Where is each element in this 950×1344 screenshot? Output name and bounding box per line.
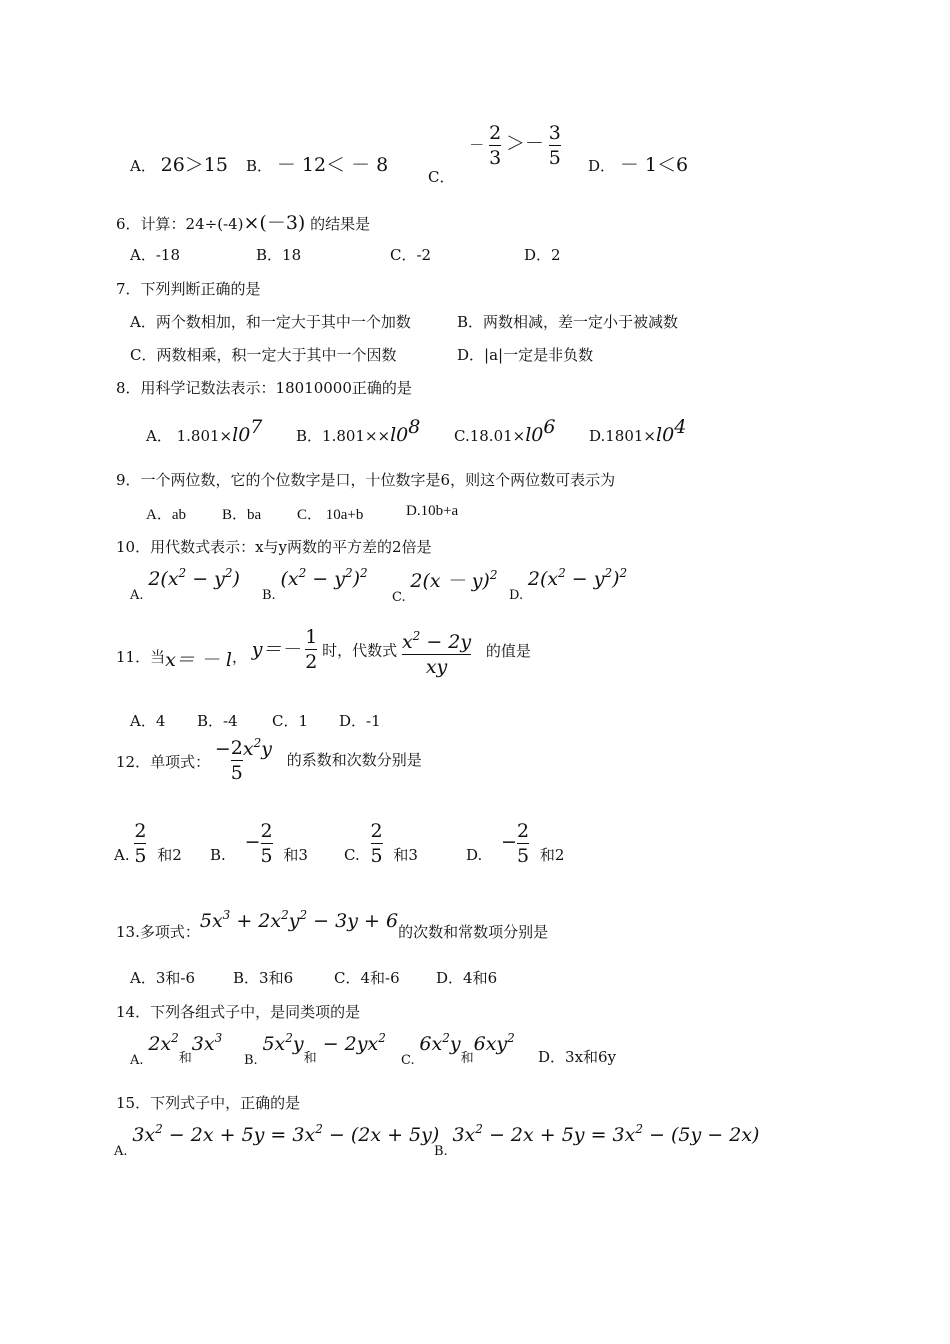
q8-option-a: A． $1.801\times l0^7$: [146, 416, 263, 446]
q13-option-c: C．4和-6: [334, 969, 400, 987]
q14-stem: 14．下列各组式子中，是同类项的是: [116, 1003, 361, 1021]
q6-stem: 6．计算：24÷(-4)×(－3) 的结果是: [116, 212, 371, 234]
q15-b-expr: $3x^2 - 2x + 5y = 3x^2 - (5y - 2x)$: [452, 1122, 760, 1146]
q14-option-a: A. $2x^2$和$3x^3$: [130, 1031, 223, 1068]
q12-option-a: A. $\frac{2}{5}$ 和2: [114, 820, 182, 867]
q5-a-expr: 26＞15: [160, 154, 228, 176]
q11-option-c: C．1: [272, 712, 309, 730]
q10-a-expr: $2(x^2 - y^2)$: [148, 566, 240, 590]
q6-option-b: B．18: [256, 246, 302, 264]
q6-option-a: A．-18: [130, 246, 180, 264]
q9-option-a: A．ab: [146, 507, 186, 523]
q12-stem: 12．单项式： − $\frac{2}{5}$ $x^2y$ 的系数和次数分别是: [116, 735, 422, 784]
q7-stem: 7．下列判断正确的是: [116, 280, 261, 298]
q15-option-b: B. $3x^2 - 2x + 5y = 3x^2 - (5y - 2x)$: [434, 1122, 760, 1159]
q14-option-d: D．3x和6y: [538, 1048, 617, 1066]
q5-c-frac2: $\frac{3}{5}$: [548, 122, 561, 169]
q6-option-d: D．2: [524, 246, 561, 264]
q13-option-d: D．4和6: [436, 969, 498, 987]
q11-option-a: A．4: [130, 712, 166, 730]
q10-d-expr: $2(x^2 - y^2)^2$: [527, 566, 628, 590]
q9-option-b: B．ba: [222, 507, 262, 523]
q8-option-d: $D.1801\times l0^4$: [589, 416, 687, 446]
q7-option-a: A．两个数相加，和一定大于其中一个加数: [130, 313, 411, 331]
q10-option-a: A. $2(x^2 - y^2)$: [130, 566, 240, 603]
q11-option-b: B．-4: [197, 712, 238, 730]
q13-option-b: B．3和6: [233, 969, 294, 987]
q5-option-a: A． 26＞15: [130, 154, 228, 176]
q14-option-c: C. $6x^2y$和$6xy^2$: [401, 1031, 515, 1068]
q8-option-b: B．$1.801\times\times l0^8$: [296, 416, 421, 446]
q5-c-frac1: $\frac{2}{3}$: [489, 122, 502, 169]
q11-y-frac: $\frac{1}{2}$: [305, 626, 318, 673]
q10-stem: 10．用代数式表示：x与y两数的平方差的2倍是: [116, 538, 432, 556]
q12-coef-frac: $\frac{2}{5}$: [230, 737, 243, 784]
q12-option-c: C. $\frac{2}{5}$ 和3: [344, 820, 418, 867]
q5-b-expr: － 12＜ － 8: [276, 154, 389, 176]
q7-option-b: B．两数相减，差一定小于被减数: [457, 313, 679, 331]
q5-option-d: D． － 1＜6: [588, 154, 689, 176]
q12-option-d: D. − $\frac{2}{5}$ 和2: [466, 820, 565, 867]
q10-b-expr: $(x^2 - y^2)^2$: [280, 566, 368, 590]
q13-polynomial: $5x^3 + 2x^2y^2 - 3y + 6$: [199, 908, 399, 932]
q15-stem: 15．下列式子中，正确的是: [116, 1094, 301, 1112]
q15-option-a: A. $3x^2 - 2x + 5y = 3x^2 - (2x + 5y)$: [114, 1122, 440, 1159]
q8-stem: 8．用科学记数法表示：18010000正确的是: [116, 379, 412, 397]
q5-option-c: C． － $\frac{2}{3}$ ＞－ $\frac{3}{5}$: [428, 122, 561, 186]
q13-stem: 13.多项式：$5x^3 + 2x^2y^2 - 3y + 6$的次数和常数项分别是: [116, 908, 549, 941]
q10-option-d: D. $2(x^2 - y^2)^2$: [509, 566, 628, 603]
q10-option-b: B. $(x^2 - y^2)^2$: [262, 566, 368, 603]
q8-option-c: $C.18.01\times l0^6$: [454, 416, 556, 446]
q12-option-b: B. − $\frac{2}{5}$ 和3: [210, 820, 308, 867]
q7-option-c: C．两数相乘，积一定大于其中一个因数: [130, 346, 397, 364]
q11-option-d: D．-1: [339, 712, 381, 730]
q7-option-d: D．|a|一定是非负数: [457, 346, 594, 364]
q10-c-expr: $2(x - y)^2$: [410, 568, 498, 592]
q5-option-b: B． － 12＜ － 8: [246, 154, 389, 176]
q10-option-c: C. $2(x - y)^2$: [392, 568, 498, 605]
q5-d-expr: － 1＜6: [619, 154, 689, 176]
q11-stem: 11．当x＝ － l， y＝－ $\frac{1}{2}$ 时，代数式 $\frac{x^2 - 2y}{xy}$ 的值是: [116, 626, 531, 678]
q9-option-d: D.10b+a: [406, 503, 459, 519]
q14-option-b: B. $5x^2y$和 − $2yx^2$: [244, 1031, 386, 1068]
q13-option-a: A．3和-6: [130, 969, 195, 987]
q6-option-c: C．-2: [390, 246, 432, 264]
q11-expression-frac: $\frac{x^2 - 2y}{xy}$: [401, 629, 472, 678]
q15-a-expr: $3x^2 - 2x + 5y = 3x^2 - (2x + 5y)$: [132, 1122, 440, 1146]
q9-stem: 9．一个两位数，它的个位数字是口，十位数字是6，则这个两位数可表示为: [116, 471, 616, 489]
q9-option-c: C． 10a+b: [297, 507, 364, 523]
